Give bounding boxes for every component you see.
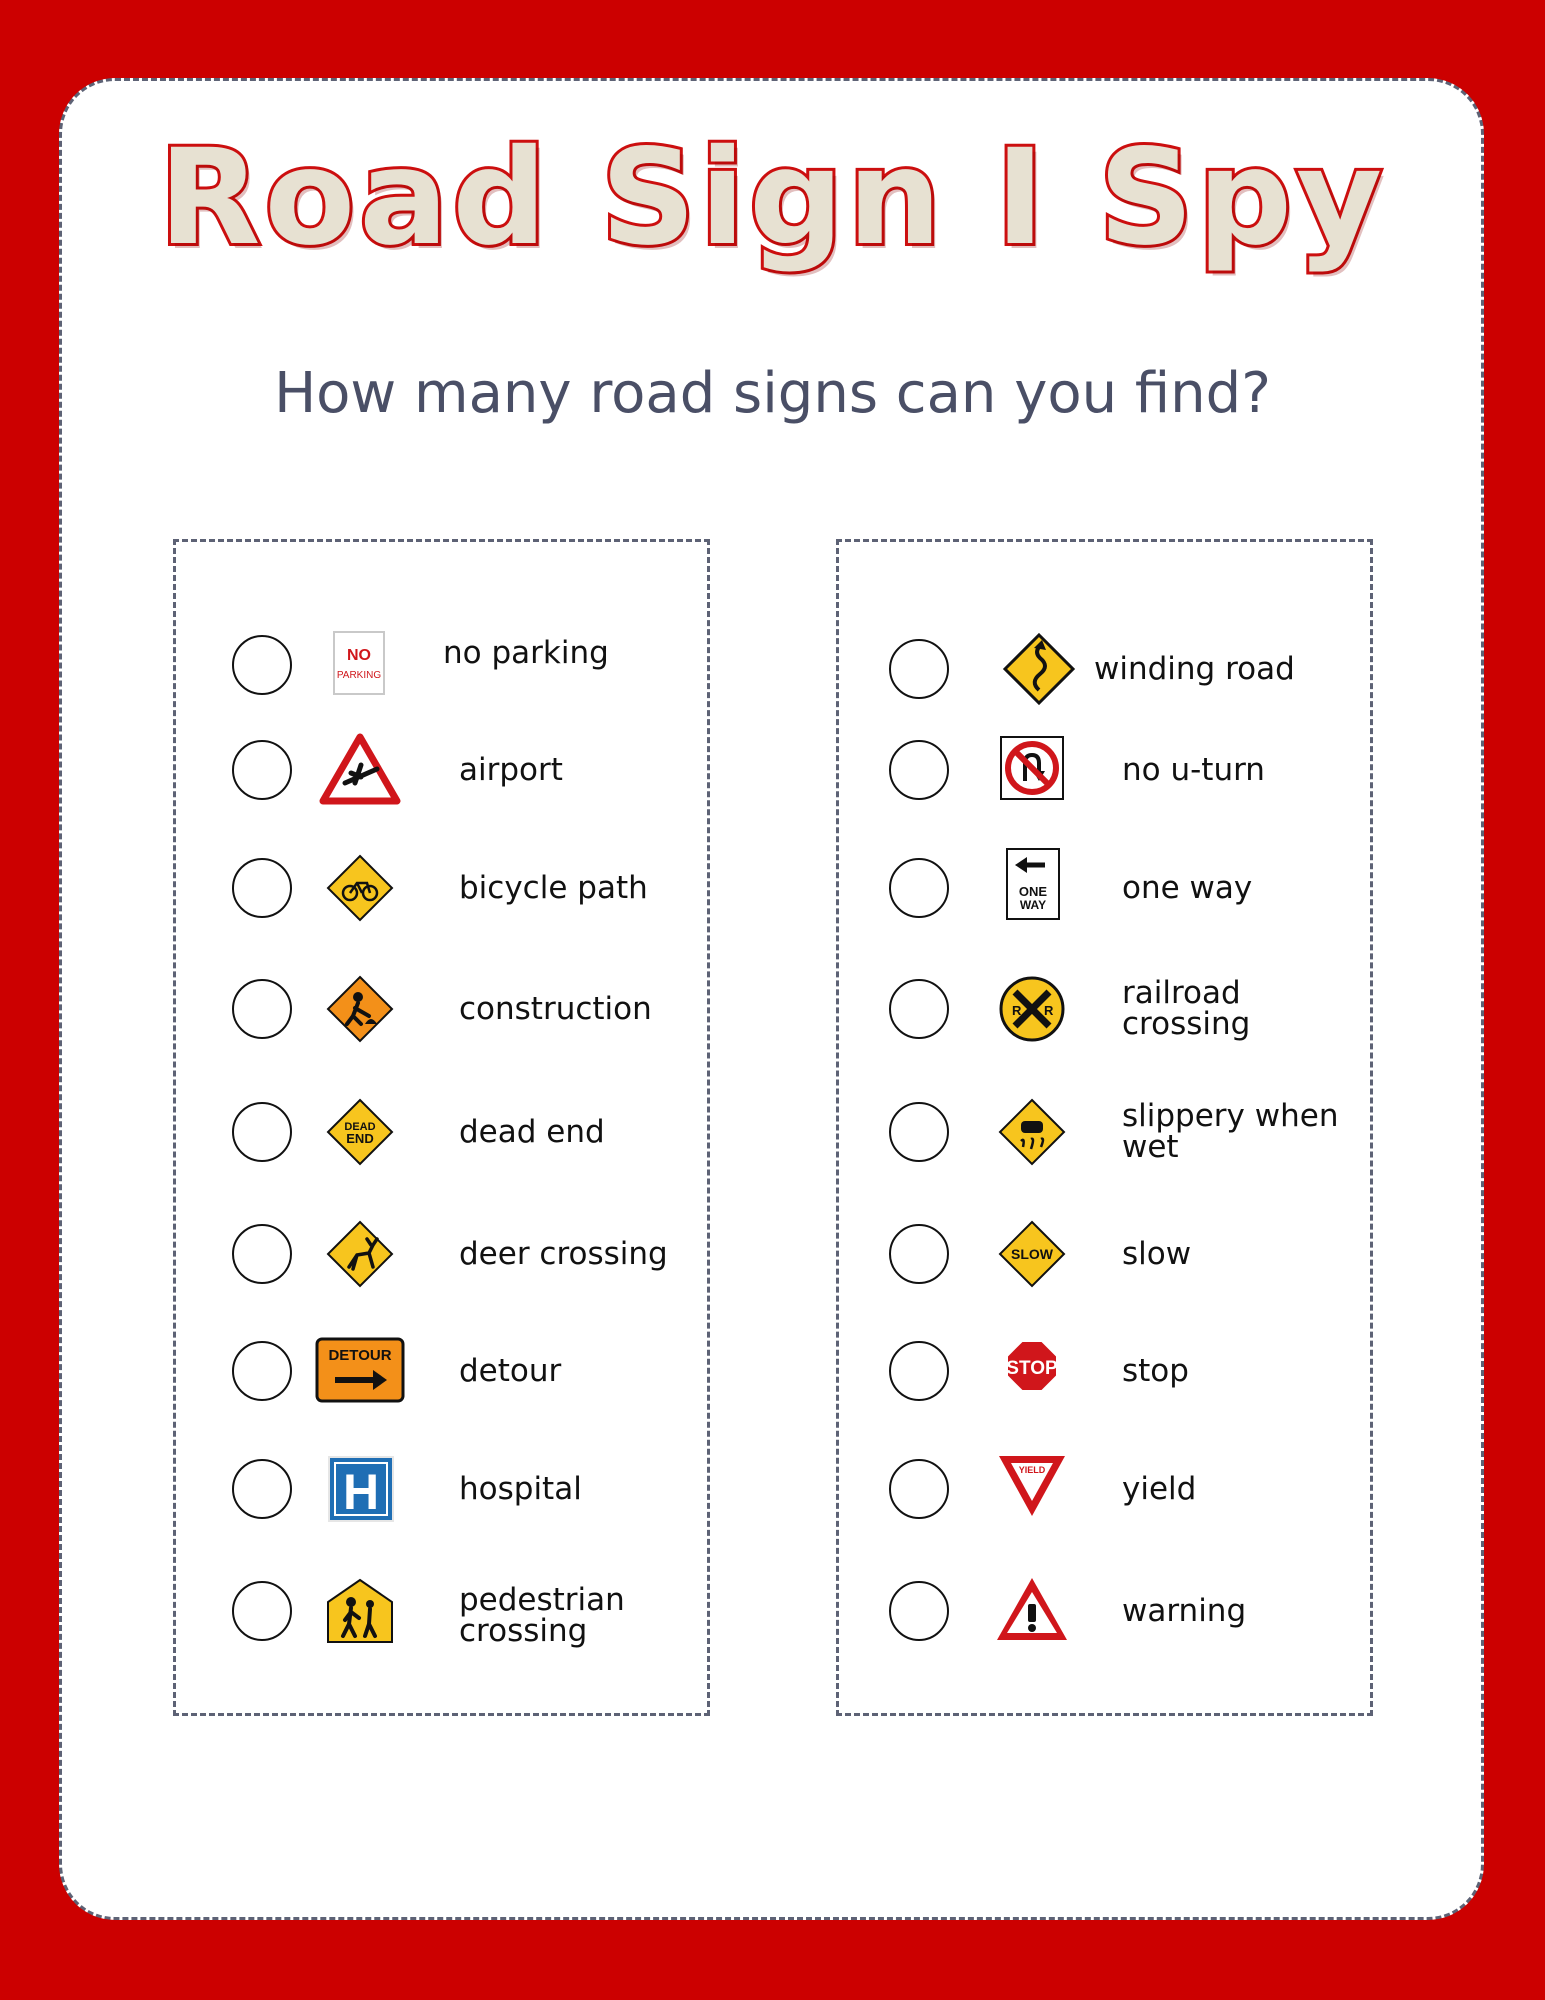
checkbox-circle[interactable] bbox=[889, 979, 949, 1039]
pedestrian-crossing-sign-icon bbox=[315, 1566, 405, 1656]
checklist-item bbox=[176, 1444, 707, 1534]
item-label: airport bbox=[459, 752, 563, 788]
airport-sign-icon bbox=[315, 725, 405, 815]
svg-text:PARKING: PARKING bbox=[336, 670, 382, 681]
dead-end-sign-icon bbox=[315, 1087, 405, 1177]
construction-sign-icon bbox=[315, 964, 405, 1054]
checklist-item bbox=[176, 843, 707, 933]
checklist-item bbox=[839, 1087, 1370, 1177]
checkbox-circle[interactable] bbox=[889, 858, 949, 918]
item-label: yield bbox=[1122, 1471, 1197, 1507]
svg-text:H: H bbox=[342, 1464, 380, 1520]
checklist-item bbox=[839, 1326, 1370, 1416]
checklist-item bbox=[839, 725, 1370, 815]
detour-sign-icon bbox=[315, 1326, 405, 1416]
checklist-item bbox=[839, 843, 1370, 933]
svg-text:NO: NO bbox=[347, 647, 371, 664]
svg-text:SLOW: SLOW bbox=[1011, 1246, 1053, 1262]
svg-text:WAY: WAY bbox=[1019, 898, 1047, 912]
checkbox-circle[interactable] bbox=[889, 639, 949, 699]
checkbox-circle[interactable] bbox=[889, 1459, 949, 1519]
item-label: deer crossing bbox=[459, 1236, 668, 1272]
svg-text:ONE: ONE bbox=[1018, 884, 1048, 899]
svg-text:YIELD: YIELD bbox=[1018, 1465, 1046, 1475]
item-label: pedestrian crossing bbox=[459, 1582, 625, 1649]
svg-text:DEAD: DEAD bbox=[344, 1121, 376, 1133]
checkbox-circle[interactable] bbox=[889, 1224, 949, 1284]
item-label: warning bbox=[1122, 1593, 1247, 1629]
item-label: winding road bbox=[1094, 651, 1295, 687]
checkbox-circle[interactable] bbox=[232, 1459, 292, 1519]
checkbox-circle[interactable] bbox=[232, 740, 292, 800]
checkbox-circle[interactable] bbox=[232, 1581, 292, 1641]
item-label: slow bbox=[1122, 1236, 1192, 1272]
checklist-item bbox=[176, 1209, 707, 1299]
item-label: railroad crossing bbox=[1122, 975, 1251, 1042]
winding-road-sign-icon bbox=[994, 624, 1084, 714]
checklist-item bbox=[176, 1087, 707, 1177]
item-label: one way bbox=[1122, 870, 1253, 906]
svg-text:DETOUR: DETOUR bbox=[328, 1347, 392, 1364]
stop-sign-icon bbox=[997, 1326, 1087, 1416]
left-checklist bbox=[173, 539, 710, 1716]
item-label: hospital bbox=[459, 1471, 582, 1507]
item-label: dead end bbox=[459, 1114, 605, 1150]
checklist-item bbox=[839, 1566, 1370, 1656]
checklist-item bbox=[839, 624, 1370, 714]
checkbox-circle[interactable] bbox=[232, 1224, 292, 1284]
checklist-item bbox=[839, 964, 1370, 1054]
no-parking-sign-icon bbox=[315, 620, 405, 710]
item-label: no u-turn bbox=[1122, 752, 1265, 788]
checklist-item bbox=[839, 1444, 1370, 1534]
checklist-item bbox=[176, 964, 707, 1054]
slippery-when-wet-sign-icon bbox=[997, 1087, 1087, 1177]
svg-text:R: R bbox=[1012, 1003, 1022, 1018]
item-label: slippery when wet bbox=[1122, 1098, 1339, 1165]
page-subtitle: How many road signs can you find? bbox=[274, 361, 1271, 426]
checkbox-circle[interactable] bbox=[232, 635, 292, 695]
yield-sign-icon bbox=[997, 1444, 1087, 1534]
no-u-turn-sign-icon bbox=[997, 725, 1087, 815]
warning-sign-icon bbox=[997, 1566, 1087, 1656]
checklist-item bbox=[176, 1566, 707, 1656]
checkbox-circle[interactable] bbox=[232, 1102, 292, 1162]
svg-text:END: END bbox=[346, 1131, 374, 1146]
checkbox-circle[interactable] bbox=[889, 1102, 949, 1162]
item-label: bicycle path bbox=[459, 870, 648, 906]
deer-crossing-sign-icon bbox=[315, 1209, 405, 1299]
svg-text:STOP: STOP bbox=[1006, 1358, 1058, 1379]
checklist-item bbox=[176, 725, 707, 815]
checkbox-circle[interactable] bbox=[232, 1341, 292, 1401]
page-title: Road Sign I Spy bbox=[158, 121, 1387, 275]
checkbox-circle[interactable] bbox=[889, 1581, 949, 1641]
checkbox-circle[interactable] bbox=[889, 1341, 949, 1401]
checkbox-circle[interactable] bbox=[232, 858, 292, 918]
bicycle-path-sign-icon bbox=[315, 843, 405, 933]
checklist-item bbox=[839, 1209, 1370, 1299]
checklist-item bbox=[176, 620, 707, 710]
one-way-sign-icon bbox=[997, 843, 1087, 933]
checklist-item bbox=[176, 1326, 707, 1416]
hospital-sign-icon bbox=[315, 1444, 405, 1534]
railroad-crossing-sign-icon bbox=[997, 964, 1087, 1054]
item-label: detour bbox=[459, 1353, 562, 1389]
slow-sign-icon bbox=[997, 1209, 1087, 1299]
right-checklist bbox=[836, 539, 1373, 1716]
item-label: no parking bbox=[443, 635, 609, 671]
item-label: stop bbox=[1122, 1353, 1189, 1389]
item-label: construction bbox=[459, 991, 652, 1027]
checkbox-circle[interactable] bbox=[232, 979, 292, 1039]
svg-text:R: R bbox=[1044, 1003, 1054, 1018]
checkbox-circle[interactable] bbox=[889, 740, 949, 800]
